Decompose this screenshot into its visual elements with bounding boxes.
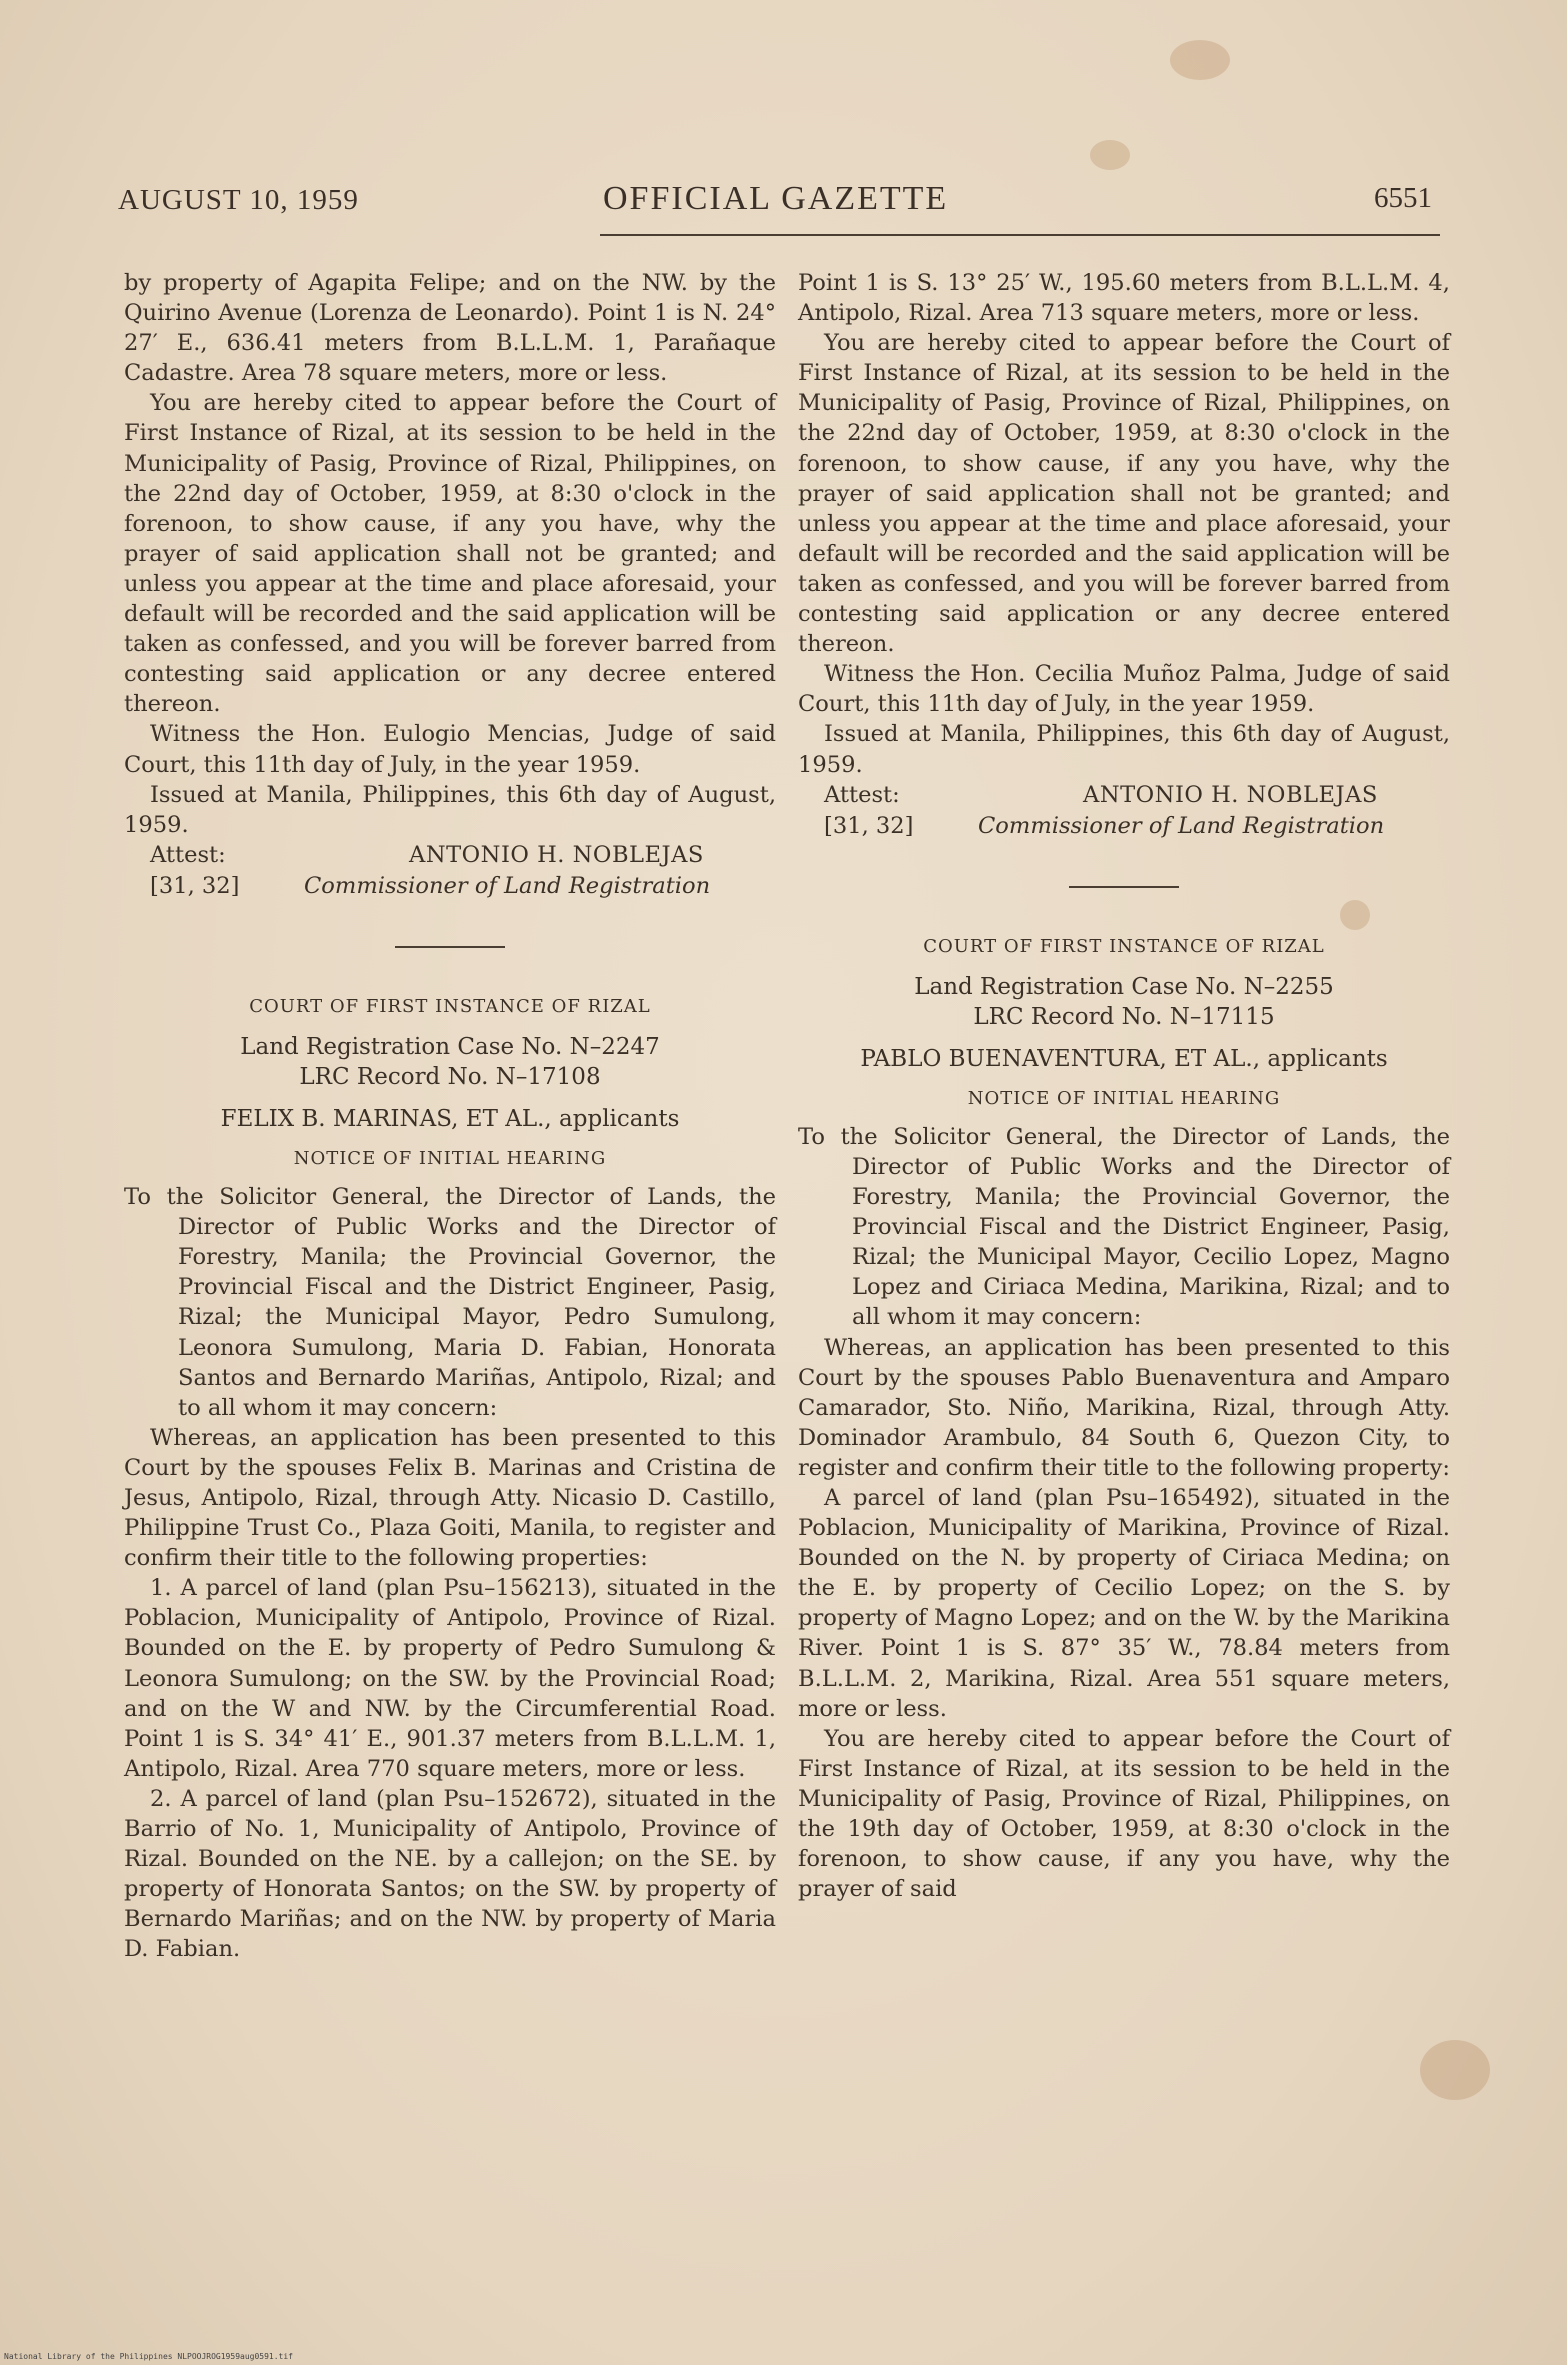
notice-heading: NOTICE OF INITIAL HEARING [293, 1147, 607, 1169]
whereas-paragraph: Whereas, an application has been presented to this Court by the spouses Felix B. Marinas and Cristina de Jesus, Antipolo, Rizal, through Atty. Nicasio D. Castillo, Philippine Trust Co., Plaza Goiti, Manila, to register and confirm their title to the following properties: [124, 1424, 776, 1572]
citation-paragraph: You are hereby cited to appear before the Court of First Instance of Rizal, at its session to be held in the Municipality of Pasig, Province of Rizal, Philippines, on the 22nd day of October, 1959, at 8:30 o'clock in the forenoon, to show cause, if any you have, why the prayer of said application shall not be granted; and unless you appear at the time and place aforesaid, your default will be recorded and the said application will be taken as confessed, and you will be forever barred from contesting said application or any decree entered thereon. [124, 390, 776, 718]
attest-name: ANTONIO H. NOBLEJAS [409, 841, 704, 868]
applicant-suffix: applicants [559, 1105, 680, 1132]
case-number: Land Registration Case No. N–2255 [914, 973, 1334, 1000]
attest-label: Attest: [824, 781, 900, 808]
addressee-paragraph: To the Solicitor General, the Director of Lands, the Director of Public Works and the Director of Forestry, Manila; the Provincial Governor, the Provincial Fiscal and the District Engineer, Pasig, Rizal; the Municipal Mayor, Cecilio Lopez, Magno Lopez and Ciriaca Medina, Marikina, Rizal; and to all whom it may concern: [798, 1123, 1450, 1331]
attest-title: Commissioner of Land Registration [978, 812, 1385, 839]
header-rule [600, 234, 1440, 236]
case-number: Land Registration Case No. N–2247 [240, 1033, 660, 1060]
publication-title: OFFICIAL GAZETTE [603, 180, 949, 217]
attest-title: Commissioner of Land Registration [304, 872, 711, 899]
witness-paragraph: Witness the Hon. Cecilia Muñoz Palma, Judge of said Court, this 11th day of July, in the year 1959. [798, 661, 1450, 718]
paper-stain [1090, 140, 1130, 170]
page-header [118, 180, 1440, 224]
scan-source-line: National Library of the Philippines NLPOOJROG1959aug0591.tif [4, 2352, 293, 2361]
citation-paragraph: You are hereby cited to appear before the Court of First Instance of Rizal, at its session to be held in the Municipality of Pasig, Province of Rizal, Philippines, on the 22nd day of October, 1959, at 8:30 o'clock in the forenoon, to show cause, if any you have, why the prayer of said application shall not be granted; and unless you appear at the time and place aforesaid, your default will be recorded and the said application will be taken as confessed, and you will be forever barred from contesting said application or any decree entered thereon. [798, 330, 1450, 658]
parcel-1-paragraph: 1. A parcel of land (plan Psu–156213), situated in the Poblacion, Municipality of Antipolo, Province of Rizal. Bounded on the E. by property of Pedro Sumulong & Leonora Sumulong; on the SW. by the Provincial Road; and on the W and NW. by the Circumferential Road. Point 1 is S. 34° 41′ E., 901.37 meters from B.L.L.M. 1, Antipolo, Rizal. Area 770 square meters, more or less. [124, 1575, 776, 1782]
attestation-block [124, 840, 776, 902]
notice-heading: NOTICE OF INITIAL HEARING [967, 1087, 1281, 1109]
left-column [124, 268, 776, 1965]
paper-stain [1420, 2040, 1490, 2100]
continued-paragraph: by property of Agapita Felipe; and on the NW. by the Quirino Avenue (Lorenza de Leonardo). Point 1 is N. 24° 27′ E., 636.41 meters from B.L.L.M. 1, Parañaque Cadastre. Area 78 square meters, more or less. [124, 270, 776, 387]
court-heading: COURT OF FIRST INSTANCE OF RIZAL [249, 995, 651, 1017]
applicant-name: FELIX B. MARINAS, ET AL., [220, 1105, 552, 1132]
continued-paragraph: Point 1 is S. 13° 25′ W., 195.60 meters from B.L.L.M. 4, Antipolo, Rizal. Area 713 square meters, more or less. [798, 270, 1450, 327]
witness-paragraph: Witness the Hon. Eulogio Mencias, Judge of said Court, this 11th day of July, in the year 1959. [124, 721, 776, 778]
attest-name: ANTONIO H. NOBLEJAS [1083, 781, 1378, 808]
right-column [798, 268, 1450, 1904]
record-number: LRC Record No. N–17108 [299, 1063, 601, 1090]
paper-stain [1170, 40, 1230, 80]
page-number: 6551 [1374, 182, 1432, 214]
section-divider [395, 946, 505, 948]
issue-date: AUGUST 10, 1959 [118, 184, 359, 216]
issue-numbers: [31, 32] [150, 872, 240, 899]
court-heading: COURT OF FIRST INSTANCE OF RIZAL [923, 935, 1325, 957]
issued-paragraph: Issued at Manila, Philippines, this 6th day of August, 1959. [798, 721, 1450, 778]
parcel-paragraph: A parcel of land (plan Psu–165492), situated in the Poblacion, Municipality of Marikina, Province of Rizal. Bounded on the N. by property of Ciriaca Medina; on the E. by property of Cecilio Lopez; on the S. by property of Magno Lopez; and on the W. by the Marikina River. Point 1 is S. 87° 35′ W., 78.84 meters from B.L.L.M. 2, Marikina, Rizal. Area 551 square meters, more or less. [798, 1485, 1450, 1722]
addressee-paragraph: To the Solicitor General, the Director of Lands, the Director of Public Works and the Director of Forestry, Manila; the Provincial Governor, the Provincial Fiscal and the District Engineer, Pasig, Rizal; the Municipal Mayor, Pedro Sumulong, Leonora Sumulong, Maria D. Fabian, Honorata Santos and Bernardo Mariñas, Antipolo, Rizal; and to all whom it may concern: [124, 1184, 776, 1421]
whereas-paragraph: Whereas, an application has been presented to this Court by the spouses Pablo Buenaventura and Amparo Camarador, Sto. Niño, Marikina, Rizal, through Atty. Dominador Arambulo, 84 South 6, Quezon City, to register and confirm their title to the following property: [798, 1334, 1450, 1481]
section-divider [1069, 886, 1179, 888]
citation-paragraph-2: You are hereby cited to appear before the Court of First Instance of Rizal, at its session to be held in the Municipality of Pasig, Province of Rizal, Philippines, on the 19th day of October, 1959, at 8:30 o'clock in the forenoon, to show cause, if any you have, why the prayer of said [798, 1725, 1450, 1903]
applicant-name: PABLO BUENAVENTURA, ET AL., [860, 1045, 1261, 1072]
parcel-2-paragraph: 2. A parcel of land (plan Psu–152672), situated in the Barrio of No. 1, Municipality of Antipolo, Province of Rizal. Bounded on the NE. by a callejon; on the SE. by property of Honorata Santos; on the SW. by property of Bernardo Mariñas; and on the NW. by property of Maria D. Fabian. [124, 1785, 776, 1963]
applicant-suffix: applicants [1267, 1045, 1388, 1072]
issue-numbers: [31, 32] [824, 812, 914, 839]
applicants-line [124, 1104, 776, 1134]
issued-paragraph: Issued at Manila, Philippines, this 6th day of August, 1959. [124, 781, 776, 838]
applicants-line [798, 1044, 1450, 1074]
record-number: LRC Record No. N–17115 [973, 1003, 1275, 1030]
attest-label: Attest: [150, 841, 226, 868]
attestation-block [798, 780, 1450, 842]
